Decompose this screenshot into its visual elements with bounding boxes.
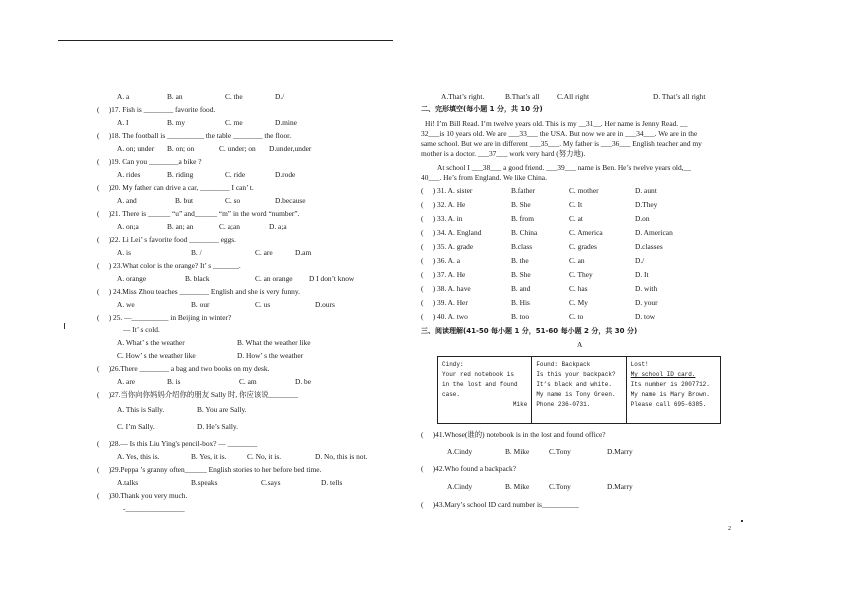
scan-mark [64, 323, 65, 329]
option: C. us [255, 300, 271, 309]
question-25-reply: — It’ s cold. [123, 325, 160, 334]
option: D.mine [275, 118, 297, 127]
option: D. be [295, 377, 312, 386]
option: D.on [635, 214, 650, 223]
option: C. mother [569, 186, 599, 195]
question-26: ( )26.There ________ a bag and two books on my desk. [97, 364, 270, 373]
option: B. an; an [167, 222, 194, 231]
option: ( ) 37. A. He [421, 270, 466, 279]
option: A. a [117, 92, 130, 101]
option: B. an [167, 92, 183, 101]
option: A. on; under [117, 144, 155, 153]
option: D.am [295, 248, 312, 257]
option: B. too [511, 312, 530, 321]
option: C.Tony [549, 482, 571, 491]
option: B.father [511, 186, 536, 195]
option: B. but [175, 196, 194, 205]
option: A. rides [117, 170, 141, 179]
notice-line: My name is Mary Brown. [630, 391, 710, 398]
option: C. No, it is. [247, 452, 282, 461]
option: B. She [511, 200, 531, 209]
top-rule [58, 40, 393, 41]
option: D.ours [315, 300, 335, 309]
option: D. No, this is not. [315, 452, 368, 461]
option: B. She [511, 270, 531, 279]
question-43: ( )43.Mary’s school ID card number is__________ [421, 500, 579, 509]
cloze-line: 32___is 10 years old. We are ___33___ the USA. But now we are in ___34___. We are in the [421, 129, 698, 138]
option: D.because [275, 196, 306, 205]
option: C. It [569, 200, 583, 209]
section-heading-reading: 三、阅读理解(41-50 每小题 1 分，51-60 每小题 2 分，共 30 分) [421, 327, 638, 335]
option: B. on; on [167, 144, 195, 153]
notice-line: Found: Backpack [536, 361, 591, 368]
option: D.Marry [607, 482, 633, 491]
option: A. we [117, 300, 135, 309]
option: A. on;a [117, 222, 139, 231]
option: D. aunt [635, 186, 657, 195]
question-28: ( )28.— Is this Liu Ying's pencil-box? — ________ [97, 439, 258, 448]
option: ( ) 35. A. grade [421, 242, 474, 251]
option: C. ride [225, 170, 246, 179]
option: C. an [569, 256, 585, 265]
option: A. I [117, 118, 129, 127]
option: B.That’s all [505, 92, 540, 101]
scan-dot [741, 520, 743, 522]
cloze-line: mother is a doctor. ___37___ work very hard (努力地). [421, 149, 586, 158]
option: B.speaks [191, 478, 218, 487]
option: C. the [225, 92, 243, 101]
option: B. What the weather like [237, 338, 311, 347]
option: C. under; on [219, 144, 256, 153]
option: D. a;a [269, 222, 287, 231]
question-23: ( ) 23.What color is the orange? It’ s _______. [97, 261, 241, 270]
notice-line: Cindy: [442, 361, 464, 368]
cloze-line: Hi! I’m Bill Read. I’m twelve years old. This is my __31__. Her name is Jenny Read. __ [425, 119, 688, 128]
option: B. the [511, 256, 529, 265]
cloze-line: same school. But we are in different ___35___. My father is ___36___ English teacher and my [421, 139, 702, 148]
option: ( ) 40. A. two [421, 312, 468, 321]
option: B. China [511, 228, 538, 237]
option: A.Cindy [447, 482, 473, 491]
notice-line: My name is Tony Green. [536, 391, 616, 398]
part-label: A [577, 340, 583, 349]
option: A.talks [117, 478, 139, 487]
option: D. tow [635, 312, 656, 321]
option: ( ) 39. A. Her [421, 298, 468, 307]
option: ( ) 34. A. England [421, 228, 482, 237]
option: B. Mike [505, 482, 530, 491]
option: B. His [511, 298, 530, 307]
option: A. orange [117, 274, 147, 283]
option: C. How’ s the weather like [117, 351, 196, 360]
notice-line: Is this your backpack? [536, 371, 616, 378]
notice-line: My school ID card. [630, 371, 696, 378]
option: D.They [635, 200, 658, 209]
option: B. our [191, 300, 210, 309]
option: B. You are Sally. [197, 405, 247, 414]
notice-signature: Mike [512, 401, 528, 408]
option: A. What’ s the weather [117, 338, 185, 347]
question-20: ( )20. My father can drive a car, ________ I can’ t. [97, 183, 254, 192]
option: C. grades [569, 242, 597, 251]
option: D./ [635, 256, 645, 265]
option: D I don’t know [309, 274, 355, 283]
option: B. my [167, 118, 186, 127]
question-22: ( )22. Li Lei’ s favorite food ________ eggs. [97, 235, 237, 244]
question-27: ( )27.当你向你妈妈介绍你的朋友 Sally 时, 你应该说________ [97, 390, 299, 399]
option: C. are [255, 248, 273, 257]
option: D. He’s Sally. [197, 422, 238, 431]
notice-line: case. [442, 391, 461, 398]
question-25: ( ) 25. —__________ in Beijing in winter? [97, 313, 232, 322]
option: C. at [569, 214, 583, 223]
option: C. has [569, 284, 588, 293]
option: ( ) 36. A. a [421, 256, 460, 265]
option: A. and [117, 196, 137, 205]
option: B. is [167, 377, 181, 386]
page-number: 2 [728, 526, 731, 532]
notice-lost-id [627, 357, 720, 423]
option: A. are [117, 377, 136, 386]
notice-line: Please call 695-6385. [630, 401, 707, 408]
question-21: ( )21. There is ______ “u” and______ “m” in the word “number”. [97, 209, 300, 218]
notice-found-backpack [532, 357, 626, 423]
option: A.That’s right. [441, 92, 485, 101]
question-17: ( )17. Fish is ________ favorite food. [97, 105, 216, 114]
option: D. How’ s the weather [237, 351, 304, 360]
option: C.All right [557, 92, 590, 101]
question-41: ( )41.Whose(谁的) notebook is in the lost and found office? [421, 430, 606, 439]
option: D.rode [275, 170, 296, 179]
notice-line: Its number is 2007712. [630, 381, 710, 388]
option: C. America [569, 228, 603, 237]
option: C. a;an [219, 222, 240, 231]
option: C. I’m Sally. [117, 422, 155, 431]
notice-line: Lost! [630, 361, 649, 368]
option: B. black [185, 274, 210, 283]
option: A. This is Sally. [117, 405, 165, 414]
question-18: ( )18. The football is __________ the table ________ the floor. [97, 131, 292, 140]
option: B. from [511, 214, 534, 223]
option: C. My [569, 298, 588, 307]
option: A. Yes, this is. [117, 452, 160, 461]
option: D.under,under [269, 144, 312, 153]
option: ( ) 32. A. He [421, 200, 466, 209]
option: D./ [275, 92, 285, 101]
option: C.says [261, 478, 281, 487]
notice-table [437, 356, 721, 424]
option: D.classes [635, 242, 663, 251]
option: C.Tony [549, 447, 571, 456]
option: B.class [511, 242, 533, 251]
option: D.Marry [607, 447, 633, 456]
option: B. and [511, 284, 531, 293]
option: C. me [225, 118, 243, 127]
option: ( ) 38. A. have [421, 284, 471, 293]
question-30: ( )30.Thank you very much. [97, 491, 188, 500]
option: D. American [635, 228, 673, 237]
notice-line: Phone 236-0731. [536, 401, 591, 408]
notice-cindy [438, 357, 532, 423]
answer-blank: -________________ [123, 504, 185, 513]
option: D. your [635, 298, 658, 307]
option: C. so [225, 196, 241, 205]
option: D. That’s all right [653, 92, 706, 101]
option: B. Yes, it is. [191, 452, 227, 461]
option: C. to [569, 312, 584, 321]
option: C. an orange [255, 274, 293, 283]
option: D. tells [321, 478, 343, 487]
notice-line: Your red notebook is [442, 371, 515, 378]
option: ( ) 31. A. sister [421, 186, 473, 195]
option: B. riding [167, 170, 194, 179]
option: A.Cindy [447, 447, 473, 456]
option: B. Mike [505, 447, 530, 456]
option: D. with [635, 284, 658, 293]
cloze-line: At school I ___38___ a good friend. ___39___ name is Ben. He’s twelve years old,__ [437, 163, 691, 172]
section-heading-cloze: 二、完形填空(每小题 1 分，共 10 分) [421, 105, 543, 113]
option: D. It [635, 270, 649, 279]
option: ( ) 33. A. in [421, 214, 463, 223]
option: B. / [191, 248, 202, 257]
notice-line: in the lost and found [442, 381, 518, 388]
cloze-line: 40___. He’s from England. We like China. [421, 173, 547, 182]
notice-line: It’s black and white. [536, 381, 612, 388]
question-24: ( ) 24.Miss Zhou teaches ________ English and she is very funny. [97, 287, 300, 296]
question-19: ( )19. Can you ________a bike ? [97, 157, 202, 166]
option: C. am [239, 377, 257, 386]
question-29: ( )29.Peppa ’s granny often______ English stories to her before bed time. [97, 465, 322, 474]
option: A. is [117, 248, 131, 257]
question-42: ( )42.Who found a backpack? [421, 464, 517, 473]
option: C. They [569, 270, 593, 279]
